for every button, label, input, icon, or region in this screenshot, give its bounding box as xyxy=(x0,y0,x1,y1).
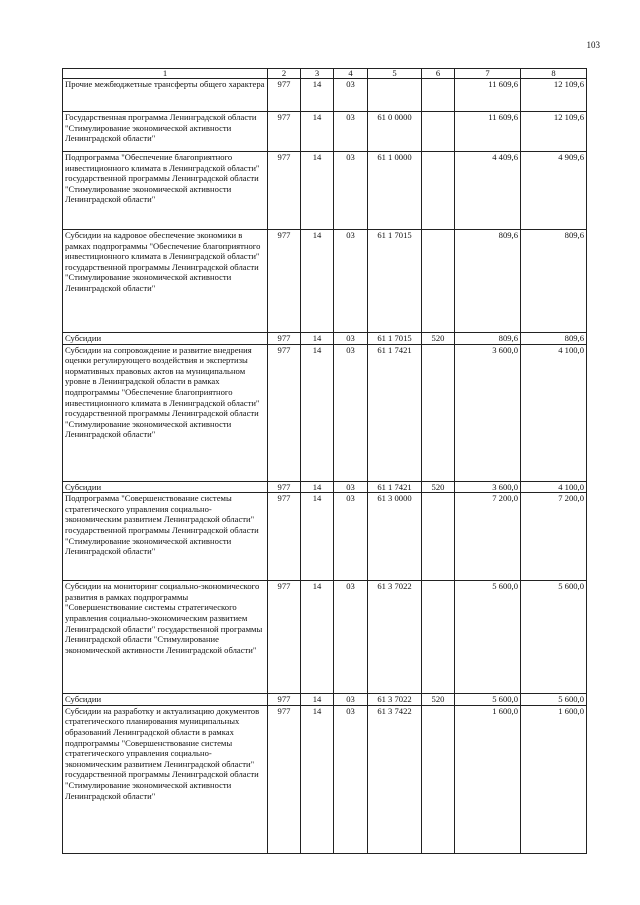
cell-amount-1: 11 609,6 xyxy=(455,79,521,112)
cell-grbs: 977 xyxy=(268,694,301,706)
cell-amount-1: 809,6 xyxy=(455,230,521,333)
cell-amount-2: 4 100,0 xyxy=(521,481,587,493)
cell-type xyxy=(422,344,455,481)
cell-amount-1: 11 609,6 xyxy=(455,112,521,152)
cell-grbs: 977 xyxy=(268,333,301,345)
cell-subsection: 03 xyxy=(334,152,368,230)
cell-section: 14 xyxy=(301,694,334,706)
cell-subsection: 03 xyxy=(334,230,368,333)
cell-section: 14 xyxy=(301,112,334,152)
cell-subsection: 03 xyxy=(334,79,368,112)
cell-amount-2: 12 109,6 xyxy=(521,112,587,152)
cell-subsection: 03 xyxy=(334,705,368,853)
cell-subsection: 03 xyxy=(334,333,368,345)
table-row xyxy=(63,79,587,112)
row-name: Субсидии xyxy=(63,694,268,706)
budget-table xyxy=(62,68,587,854)
cell-target: 61 1 7421 xyxy=(368,344,422,481)
row-name: Субсидии на сопровождение и развитие внедрения оценки регулирующего воздействия и экспертизы нормативных правовых актов на муниципальном уровне в Ленинградской области в рамках подпрограммы "Обеспечение благоприятного инвестиционного климата в Ленинградской области" государственной программы Ленинградской области "Стимулирование экономической активности Ленинградской области" xyxy=(63,344,268,481)
row-name: Государственная программа Ленинградской области "Стимулирование экономической активности Ленинградской области" xyxy=(63,112,268,152)
cell-target: 61 3 7022 xyxy=(368,581,422,694)
cell-amount-2: 4 100,0 xyxy=(521,344,587,481)
column-header: 6 xyxy=(422,69,455,79)
table-row xyxy=(63,112,587,152)
cell-type xyxy=(422,493,455,581)
cell-section: 14 xyxy=(301,493,334,581)
cell-amount-2: 7 200,0 xyxy=(521,493,587,581)
row-name: Подпрограмма "Обеспечение благоприятного инвестиционного климата в Ленинградской области" государственной программы Ленинградской области "Стимулирование экономической активности Ленинградской области" xyxy=(63,152,268,230)
row-name: Субсидии на кадровое обеспечение экономики в рамках подпрограммы "Обеспечение благоприятного инвестиционного климата в Ленинградской области" государственной программы Ленинградской области "Стимулирование экономической активности Ленинградской области" xyxy=(63,230,268,333)
column-header: 5 xyxy=(368,69,422,79)
cell-grbs: 977 xyxy=(268,230,301,333)
cell-section: 14 xyxy=(301,344,334,481)
cell-section: 14 xyxy=(301,581,334,694)
cell-section: 14 xyxy=(301,230,334,333)
cell-amount-2: 809,6 xyxy=(521,230,587,333)
cell-type xyxy=(422,230,455,333)
cell-section: 14 xyxy=(301,481,334,493)
cell-target: 61 3 7022 xyxy=(368,694,422,706)
cell-target: 61 1 7015 xyxy=(368,333,422,345)
cell-section: 14 xyxy=(301,705,334,853)
cell-subsection: 03 xyxy=(334,581,368,694)
cell-grbs: 977 xyxy=(268,112,301,152)
cell-target xyxy=(368,79,422,112)
table-row xyxy=(63,581,587,694)
page-number: 103 xyxy=(586,40,600,50)
cell-target: 61 1 7015 xyxy=(368,230,422,333)
cell-subsection: 03 xyxy=(334,493,368,581)
header-row xyxy=(63,69,587,79)
cell-target: 61 3 7422 xyxy=(368,705,422,853)
cell-type xyxy=(422,152,455,230)
table-row xyxy=(63,493,587,581)
column-header: 1 xyxy=(63,69,268,79)
cell-subsection: 03 xyxy=(334,112,368,152)
row-name: Прочие межбюджетные трансферты общего характера xyxy=(63,79,268,112)
cell-amount-1: 3 600,0 xyxy=(455,344,521,481)
cell-amount-2: 12 109,6 xyxy=(521,79,587,112)
cell-grbs: 977 xyxy=(268,79,301,112)
table-row xyxy=(63,344,587,481)
table-row xyxy=(63,152,587,230)
cell-grbs: 977 xyxy=(268,344,301,481)
table-row xyxy=(63,333,587,345)
cell-section: 14 xyxy=(301,333,334,345)
cell-amount-2: 4 909,6 xyxy=(521,152,587,230)
column-header: 7 xyxy=(455,69,521,79)
row-name: Субсидии на разработку и актуализацию документов стратегического планирования муниципальных образований Ленинградской области в рамках подпрограммы "Совершенствование системы стратегического управления социально-экономическим развитием Ленинградской области" государственной программы Ленинградской области "Стимулирование экономической активности Ленинградской области" xyxy=(63,705,268,853)
column-header: 2 xyxy=(268,69,301,79)
cell-amount-1: 809,6 xyxy=(455,333,521,345)
cell-grbs: 977 xyxy=(268,152,301,230)
cell-grbs: 977 xyxy=(268,493,301,581)
cell-amount-1: 3 600,0 xyxy=(455,481,521,493)
table-row xyxy=(63,481,587,493)
cell-type xyxy=(422,112,455,152)
cell-type: 520 xyxy=(422,694,455,706)
cell-subsection: 03 xyxy=(334,344,368,481)
cell-type xyxy=(422,705,455,853)
cell-type xyxy=(422,79,455,112)
cell-amount-2: 5 600,0 xyxy=(521,581,587,694)
column-header: 8 xyxy=(521,69,587,79)
cell-amount-1: 5 600,0 xyxy=(455,581,521,694)
cell-target: 61 1 0000 xyxy=(368,152,422,230)
column-header: 3 xyxy=(301,69,334,79)
cell-target: 61 1 7421 xyxy=(368,481,422,493)
column-header: 4 xyxy=(334,69,368,79)
cell-amount-2: 809,6 xyxy=(521,333,587,345)
cell-subsection: 03 xyxy=(334,481,368,493)
table-row xyxy=(63,705,587,853)
cell-section: 14 xyxy=(301,152,334,230)
cell-amount-1: 1 600,0 xyxy=(455,705,521,853)
cell-amount-1: 4 409,6 xyxy=(455,152,521,230)
cell-target: 61 3 0000 xyxy=(368,493,422,581)
cell-subsection: 03 xyxy=(334,694,368,706)
cell-target: 61 0 0000 xyxy=(368,112,422,152)
row-name: Подпрограмма "Совершенствование системы стратегического управления социально-экономическим развитием Ленинградской области" государственной программы Ленинградской области "Стимулирование экономической активности Ленинградской области" xyxy=(63,493,268,581)
row-name: Субсидии xyxy=(63,333,268,345)
table-row xyxy=(63,694,587,706)
row-name: Субсидии на мониторинг социально-экономического развития в рамках подпрограммы "Совершенствование системы стратегического управления социально-экономическим развитием Ленинградской области" государственной программы Ленинградской области "Стимулирование экономической активности Ленинградской области" xyxy=(63,581,268,694)
cell-amount-1: 7 200,0 xyxy=(455,493,521,581)
cell-grbs: 977 xyxy=(268,705,301,853)
cell-amount-1: 5 600,0 xyxy=(455,694,521,706)
cell-type: 520 xyxy=(422,481,455,493)
table-row xyxy=(63,230,587,333)
cell-type xyxy=(422,581,455,694)
cell-grbs: 977 xyxy=(268,481,301,493)
cell-grbs: 977 xyxy=(268,581,301,694)
cell-amount-2: 5 600,0 xyxy=(521,694,587,706)
row-name: Субсидии xyxy=(63,481,268,493)
cell-type: 520 xyxy=(422,333,455,345)
cell-section: 14 xyxy=(301,79,334,112)
cell-amount-2: 1 600,0 xyxy=(521,705,587,853)
